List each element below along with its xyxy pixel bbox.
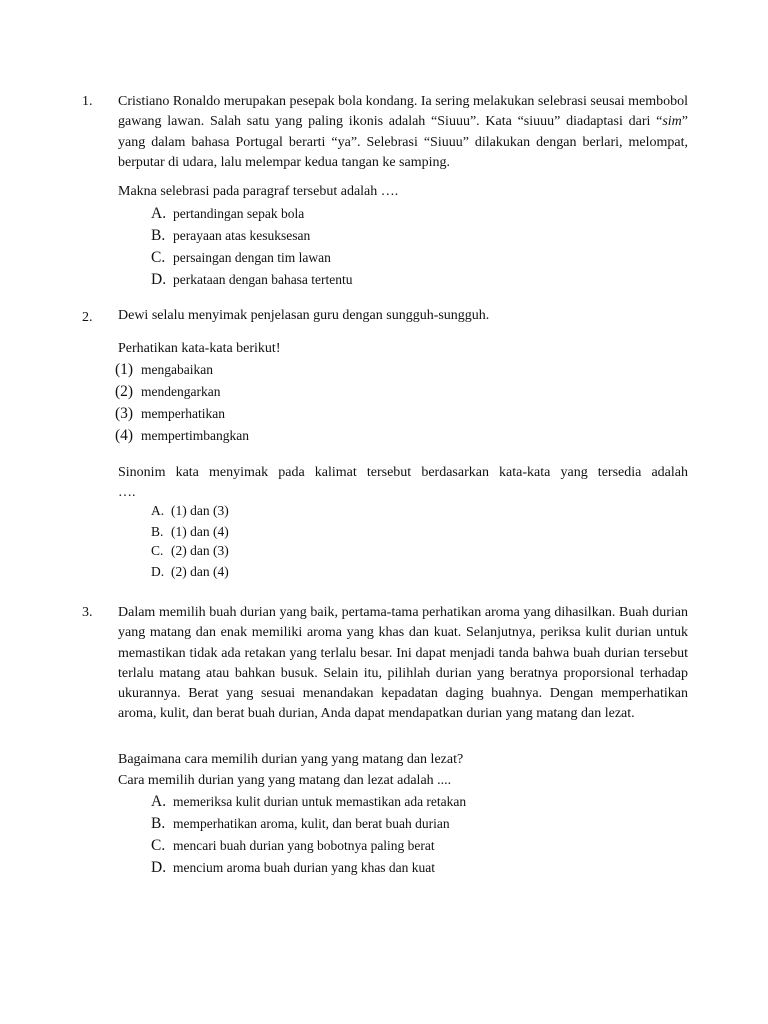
question-number: 3.	[82, 605, 93, 620]
paragraph-part: Cristiano Ronaldo merupakan pesepak bola kondang. Ia sering melakukan selebrasi seusai membobol gawang lawan. Salah satu yang paling ikonis adalah “Siuuu”. Kata “siuuu” diadaptasi dari “	[118, 94, 688, 130]
question-prompt: Makna selebrasi pada paragraf tersebut adalah ….	[118, 184, 399, 199]
paragraph-part: ” yang dalam bahasa Portugal berarti “ya”. Selebrasi “Siuuu” dilakukan dengan berlari, melompat, berputar di udara, lalu melempar kedua tangan ke samping.	[118, 114, 688, 170]
option-b[interactable]: B. memperhatikan aroma, kulit, dan berat buah durian	[151, 815, 450, 832]
question-paragraph	[118, 92, 688, 173]
option-a[interactable]: A. pertandingan sepak bola	[151, 205, 305, 222]
word-item: (3) memperhatikan	[115, 405, 225, 422]
question-prompt: Sinonim kata menyimak pada kalimat tersebut berdasarkan kata-kata yang tersedia adalah ….	[118, 465, 688, 501]
question-body	[118, 92, 688, 173]
question-body	[118, 603, 688, 725]
question-text: Bagaimana cara memilih durian yang yang matang dan lezat?	[118, 752, 464, 767]
word-item: (4) mempertimbangkan	[115, 427, 249, 444]
option-b[interactable]: B. perayaan atas kesuksesan	[151, 227, 311, 244]
option-b[interactable]: B. (1) dan (4)	[151, 524, 229, 539]
option-d[interactable]: D. (2) dan (4)	[151, 564, 229, 579]
question-number: 2.	[82, 310, 93, 325]
question-number: 1.	[82, 94, 93, 109]
option-c[interactable]: C. mencari buah durian yang bobotnya paling berat	[151, 837, 435, 854]
word-item: (2) mendengarkan	[115, 383, 221, 400]
option-a[interactable]: A. (1) dan (3)	[151, 503, 229, 518]
option-c[interactable]: C. persaingan dengan tim lawan	[151, 249, 331, 266]
question-sentence: Dewi selalu menyimak penjelasan guru dengan sungguh-sungguh.	[118, 308, 490, 323]
option-d[interactable]: D. perkataan dengan bahasa tertentu	[151, 271, 353, 288]
paragraph-italic-word: sim	[662, 114, 682, 130]
option-a[interactable]: A. memeriksa kulit durian untuk memastikan ada retakan	[151, 793, 467, 810]
question-paragraph: Dalam memilih buah durian yang baik, pertama-tama perhatikan aroma yang dihasilkan. Buah durian yang matang dan enak memiliki aroma yang khas dan kuat. Selanjutnya, periksa kulit durian untuk memastikan tidak ada retakan yang terlalu besar. Ini dapat menjadi tanda bahwa buah durian tersebut terlalu matang atau bahkan busuk. Selain itu, pilihlah durian yang beratnya proporsional terhadap ukurannya. Berat yang sesuai menandakan kepadatan daging buahnya. Dengan memperhatikan aroma, kulit, dan berat buah durian, Anda dapat mendapatkan durian yang matang dan lezat.	[118, 605, 688, 722]
word-item: (1) mengabaikan	[115, 361, 213, 378]
question-prompt: Cara memilih durian yang yang matang dan lezat adalah ....	[118, 773, 452, 788]
words-intro: Perhatikan kata-kata berikut!	[118, 341, 281, 356]
option-d[interactable]: D. mencium aroma buah durian yang khas dan kuat	[151, 859, 436, 876]
option-c[interactable]: C. (2) dan (3)	[151, 543, 229, 558]
